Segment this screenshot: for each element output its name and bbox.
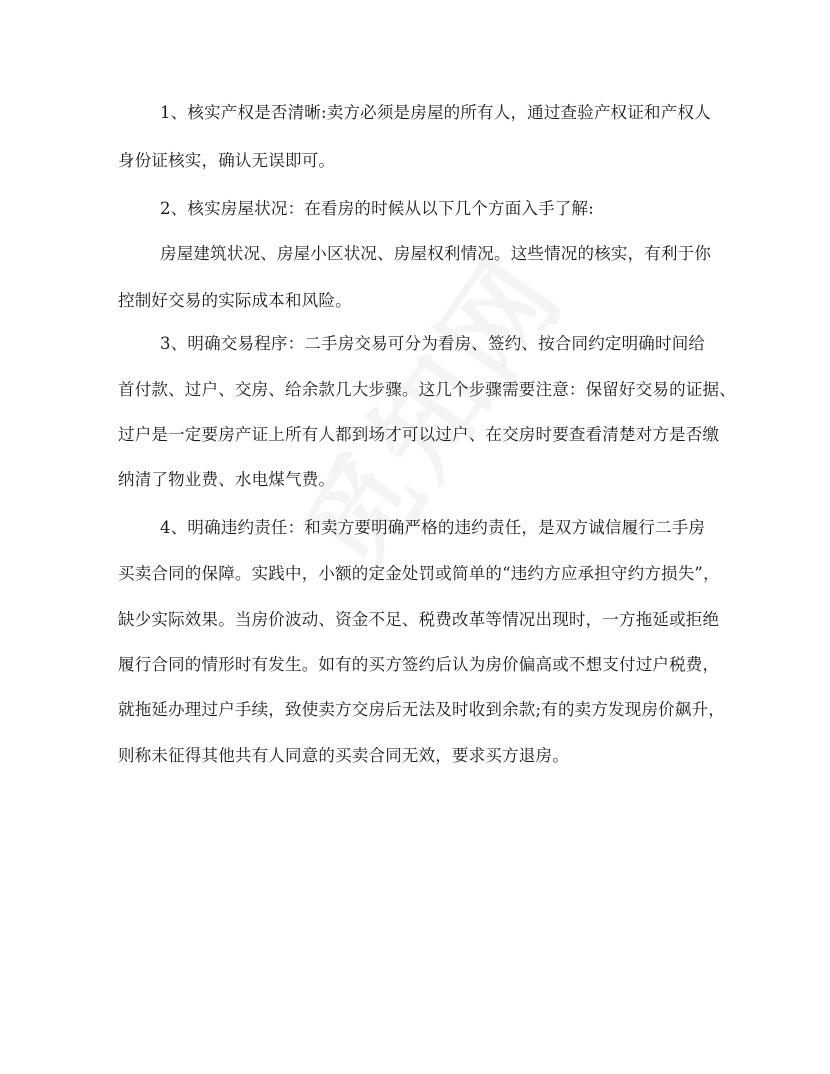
paragraph-3-line-3: 过户是一定要房产证上所有人都到场才可以过户、在交房时要查看清楚对方是否缴 <box>118 425 720 444</box>
watermark-text <box>261 219 593 600</box>
paragraph-2b-line-1: 房屋建筑状况、房屋小区状况、房屋权利情况。这些情况的核实，有利于你 <box>160 244 712 263</box>
paragraph-4-line-5: 就拖延办理过户手续，致使卖方交房后无法及时收到余款;有的卖方发现房价飙升， <box>118 700 725 719</box>
paragraph-3-line-2: 首付款、过户、交房、给余款几大步骤。这几个步骤需要注意：保留好交易的证据、 <box>118 380 736 399</box>
paragraph-1-line-2: 身份证核实，确认无误即可。 <box>118 151 336 170</box>
paragraph-2b-line-2: 控制好交易的实际成本和风险。 <box>118 291 352 310</box>
paragraph-1-line-1: 1、核实产权是否清晰:卖方必须是房屋的所有人，通过查验产权证和产权人 <box>160 103 711 122</box>
paragraph-4-line-3: 缺少实际效果。当房价波动、资金不足、税费改革等情况出现时，一方拖延或拒绝 <box>118 610 720 629</box>
paragraph-4-line-6: 则称未征得其他共有人同意的买卖合同无效，要求买方退房。 <box>118 746 569 765</box>
paragraph-4-line-2: 买卖合同的保障。实践中，小额的定金处罚或简单的“违约方应承担守约方损失”， <box>118 564 720 583</box>
paragraph-4-line-4: 履行合同的情形时有发生。如有的买方签约后认为房价偏高或不想支付过户税费， <box>118 655 720 674</box>
paragraph-4-line-1: 4、明确违约责任：和卖方要明确严格的违约责任，是双方诚信履行二手房 <box>160 518 706 537</box>
paragraph-3-line-4: 纳清了物业费、水电煤气费。 <box>118 470 336 489</box>
paragraph-2-line-1: 2、核实房屋状况：在看房的时候从以下几个方面入手了解: <box>160 199 594 218</box>
paragraph-3-line-1: 3、明确交易程序：二手房交易可分为看房、签约、按合同约定明确时间给 <box>160 334 706 353</box>
